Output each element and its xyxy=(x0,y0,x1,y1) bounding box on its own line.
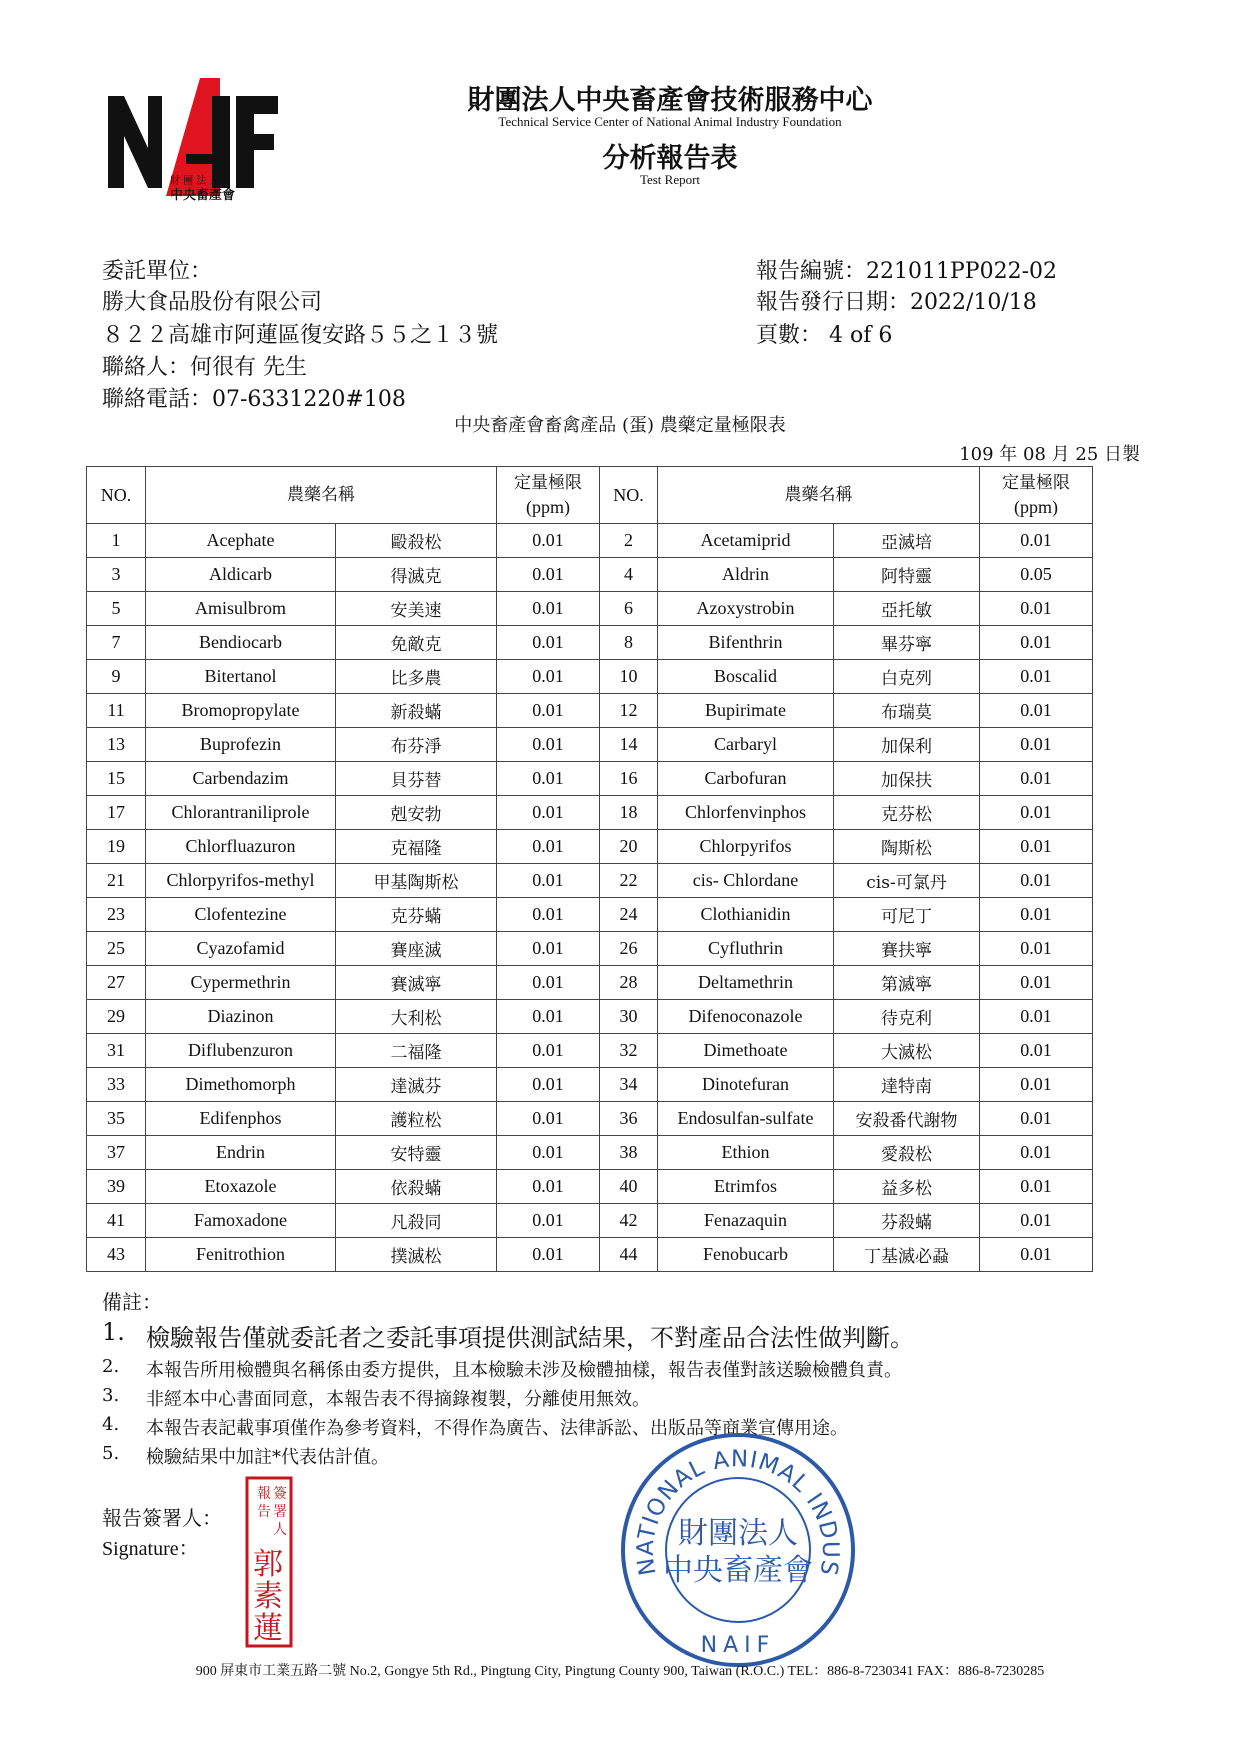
cell-name-en: Dinotefuran xyxy=(658,1068,834,1102)
cell-limit: 0.01 xyxy=(497,1136,600,1170)
table-header-row xyxy=(87,467,1093,524)
cell-no: 25 xyxy=(87,932,146,966)
cell-limit: 0.01 xyxy=(980,966,1093,1000)
cell-limit: 0.01 xyxy=(497,1034,600,1068)
cell-limit: 0.01 xyxy=(497,762,600,796)
client-phone: 聯絡電話：07-6331220#108 xyxy=(102,387,406,412)
cell-name-en: Endosulfan-sulfate xyxy=(658,1102,834,1136)
cell-name-en: Chlorpyrifos-methyl xyxy=(146,864,336,898)
svg-text:人: 人 xyxy=(273,1522,287,1538)
logo-subtitle: 中央畜產會 xyxy=(170,188,236,203)
header-limit-right xyxy=(980,467,1093,524)
note-4-num: 4. xyxy=(102,1414,120,1435)
table-row xyxy=(87,1068,1093,1102)
cell-name-en: Bendiocarb xyxy=(146,626,336,660)
cell-no: 6 xyxy=(600,592,658,626)
cell-name-zh: 愛殺松 xyxy=(834,1136,980,1170)
table-row xyxy=(87,626,1093,660)
svg-text:財團法人: 財團法人 xyxy=(678,1516,798,1551)
cell-no: 37 xyxy=(87,1136,146,1170)
cell-name-en: Aldrin xyxy=(658,558,834,592)
cell-name-en: Cypermethrin xyxy=(146,966,336,1000)
cell-name-zh: 大利松 xyxy=(336,1000,497,1034)
cell-name-en: Endrin xyxy=(146,1136,336,1170)
cell-limit: 0.01 xyxy=(497,1068,600,1102)
cell-limit: 0.01 xyxy=(980,762,1093,796)
cell-name-en: Ethion xyxy=(658,1136,834,1170)
cell-limit: 0.01 xyxy=(497,830,600,864)
header-no-left: NO. xyxy=(87,467,146,524)
foundation-seal xyxy=(618,1430,858,1670)
table-row xyxy=(87,558,1093,592)
signature-stamp xyxy=(245,1476,293,1648)
cell-limit: 0.01 xyxy=(980,728,1093,762)
cell-no: 44 xyxy=(600,1238,658,1272)
cell-name-zh: 得滅克 xyxy=(336,558,497,592)
signature-label-en: Signature： xyxy=(102,1538,199,1560)
cell-name-en: Clothianidin xyxy=(658,898,834,932)
org-title-en: Technical Service Center of National Animal Industry Foundation xyxy=(498,114,842,129)
header-name-right: 農藥名稱 xyxy=(658,467,980,524)
cell-no: 4 xyxy=(600,558,658,592)
header-limit-label: 定量極限 xyxy=(514,473,582,493)
table-row xyxy=(87,1170,1093,1204)
footer-address: 900 屏東市工業五路二號 No.2, Gongye 5th Rd., Pingtung City, Pingtung County 900, Taiwan (R.O.C.) TEL：886-8-7230341 FAX：886-8-7230285 xyxy=(195,1664,1045,1679)
cell-name-zh: 賽滅寧 xyxy=(336,966,497,1000)
note-1-num: 1. xyxy=(102,1318,125,1346)
header-limit-unit: (ppm) xyxy=(1014,497,1058,517)
svg-text:NAIF: NAIF xyxy=(700,1633,776,1658)
cell-limit: 0.01 xyxy=(980,1068,1093,1102)
table-row xyxy=(87,660,1093,694)
cell-name-en: Fenazaquin xyxy=(658,1204,834,1238)
cell-no: 17 xyxy=(87,796,146,830)
table-row xyxy=(87,966,1093,1000)
cell-name-en: Deltamethrin xyxy=(658,966,834,1000)
svg-text:郭: 郭 xyxy=(253,1547,283,1582)
cell-name-en: Edifenphos xyxy=(146,1102,336,1136)
org-title-zh: 財團法人中央畜產會技術服務中心 xyxy=(467,85,873,116)
cell-no: 27 xyxy=(87,966,146,1000)
cell-limit: 0.01 xyxy=(980,660,1093,694)
table-row xyxy=(87,898,1093,932)
svg-text:素: 素 xyxy=(253,1579,283,1614)
cell-no: 8 xyxy=(600,626,658,660)
cell-limit: 0.01 xyxy=(980,1204,1093,1238)
cell-limit: 0.01 xyxy=(980,1102,1093,1136)
cell-no: 33 xyxy=(87,1068,146,1102)
cell-no: 35 xyxy=(87,1102,146,1136)
note-1-text: 檢驗報告僅就委託者之委託事項提供測試結果，不對產品合法性做判斷。 xyxy=(146,1324,914,1352)
cell-name-en: Aldicarb xyxy=(146,558,336,592)
cell-no: 7 xyxy=(87,626,146,660)
cell-limit: 0.01 xyxy=(980,694,1093,728)
cell-name-zh: 凡殺同 xyxy=(336,1204,497,1238)
cell-name-zh: 加保扶 xyxy=(834,762,980,796)
cell-no: 22 xyxy=(600,864,658,898)
header-limit-unit: (ppm) xyxy=(526,497,570,517)
cell-limit: 0.01 xyxy=(497,898,600,932)
svg-text:署: 署 xyxy=(273,1504,287,1520)
table-row xyxy=(87,1102,1093,1136)
cell-limit: 0.01 xyxy=(980,1000,1093,1034)
table-row xyxy=(87,864,1093,898)
cell-name-zh: 甲基陶斯松 xyxy=(336,864,497,898)
cell-limit: 0.01 xyxy=(980,796,1093,830)
report-number: 報告編號：221011PP022-02 xyxy=(756,259,1058,284)
cell-limit: 0.01 xyxy=(497,1170,600,1204)
cell-name-zh: 毆殺松 xyxy=(336,524,497,558)
cell-name-zh: 撲滅松 xyxy=(336,1238,497,1272)
cell-limit: 0.01 xyxy=(497,592,600,626)
cell-no: 15 xyxy=(87,762,146,796)
cell-name-zh: 免敵克 xyxy=(336,626,497,660)
cell-name-zh: 亞滅培 xyxy=(834,524,980,558)
client-name: 勝大食品股份有限公司 xyxy=(102,290,323,315)
cell-name-en: Chlorfluazuron xyxy=(146,830,336,864)
cell-name-en: Bifenthrin xyxy=(658,626,834,660)
cell-name-en: Diazinon xyxy=(146,1000,336,1034)
cell-no: 36 xyxy=(600,1102,658,1136)
cell-name-en: Bupirimate xyxy=(658,694,834,728)
cell-limit: 0.01 xyxy=(980,592,1093,626)
cell-no: 42 xyxy=(600,1204,658,1238)
cell-no: 11 xyxy=(87,694,146,728)
cell-name-en: Amisulbrom xyxy=(146,592,336,626)
pesticide-limit-table xyxy=(86,466,1093,1272)
note-4-text: 本報告表記載事項僅作為參考資料，不得作為廣告、法律訴訟、出版品等商業宣傳用途。 xyxy=(146,1418,848,1439)
cell-no: 29 xyxy=(87,1000,146,1034)
cell-limit: 0.01 xyxy=(497,1102,600,1136)
cell-limit: 0.05 xyxy=(980,558,1093,592)
note-2-text: 本報告所用檢體與名稱係由委方提供，且本檢驗未涉及檢體抽樣，報告表僅對該送驗檢體負責。 xyxy=(146,1360,902,1381)
cell-no: 40 xyxy=(600,1170,658,1204)
table-made-date: 109 年 08 月 25 日製 xyxy=(959,444,1140,465)
cell-name-zh: 新殺蟎 xyxy=(336,694,497,728)
cell-no: 2 xyxy=(600,524,658,558)
cell-name-en: Buprofezin xyxy=(146,728,336,762)
header-limit-left xyxy=(497,467,600,524)
header-limit-label: 定量極限 xyxy=(1002,473,1070,493)
svg-text:NATIONAL ANIMAL INDUSTRY FOUND: NATIONAL ANIMAL INDUS xyxy=(632,1446,844,1579)
cell-name-en: Dimethoate xyxy=(658,1034,834,1068)
cell-no: 28 xyxy=(600,966,658,1000)
table-row xyxy=(87,1238,1093,1272)
table-row xyxy=(87,796,1093,830)
report-title-zh: 分析報告表 xyxy=(602,143,738,174)
cell-name-zh: 第滅寧 xyxy=(834,966,980,1000)
cell-name-zh: 亞托敏 xyxy=(834,592,980,626)
cell-limit: 0.01 xyxy=(497,1238,600,1272)
cell-no: 38 xyxy=(600,1136,658,1170)
note-5-text: 檢驗結果中加註*代表估計值。 xyxy=(146,1447,389,1468)
cell-limit: 0.01 xyxy=(497,966,600,1000)
table-body xyxy=(87,524,1093,1272)
cell-name-zh: 依殺蟎 xyxy=(336,1170,497,1204)
table-row xyxy=(87,1000,1093,1034)
cell-no: 3 xyxy=(87,558,146,592)
cell-name-en: Etoxazole xyxy=(146,1170,336,1204)
cell-no: 21 xyxy=(87,864,146,898)
cell-no: 13 xyxy=(87,728,146,762)
cell-name-en: Acetamiprid xyxy=(658,524,834,558)
table-row xyxy=(87,1034,1093,1068)
note-3-text: 非經本中心書面同意，本報告表不得摘錄複製，分離使用無效。 xyxy=(146,1389,650,1410)
cell-no: 32 xyxy=(600,1034,658,1068)
cell-name-zh: 賽座滅 xyxy=(336,932,497,966)
cell-limit: 0.01 xyxy=(980,932,1093,966)
cell-name-en: Cyazofamid xyxy=(146,932,336,966)
cell-name-en: Difenoconazole xyxy=(658,1000,834,1034)
cell-no: 1 xyxy=(87,524,146,558)
svg-text:中央畜產會: 中央畜產會 xyxy=(663,1553,813,1588)
cell-name-zh: 待克利 xyxy=(834,1000,980,1034)
svg-text:告: 告 xyxy=(257,1504,271,1520)
cell-name-zh: 白克列 xyxy=(834,660,980,694)
cell-name-en: Fenobucarb xyxy=(658,1238,834,1272)
cell-name-zh: 剋安勃 xyxy=(336,796,497,830)
report-issue-date: 報告發行日期：2022/10/18 xyxy=(756,290,1037,315)
cell-no: 24 xyxy=(600,898,658,932)
table-row xyxy=(87,932,1093,966)
cell-name-zh: 布瑞莫 xyxy=(834,694,980,728)
cell-limit: 0.01 xyxy=(980,1170,1093,1204)
note-2-num: 2. xyxy=(102,1356,120,1377)
cell-name-zh: 克芬蟎 xyxy=(336,898,497,932)
logo-subtitle-small: 財 團 法 人 xyxy=(170,176,220,187)
cell-no: 18 xyxy=(600,796,658,830)
cell-no: 10 xyxy=(600,660,658,694)
note-3-num: 3. xyxy=(102,1385,120,1406)
table-row xyxy=(87,524,1093,558)
cell-name-en: Azoxystrobin xyxy=(658,592,834,626)
table-row xyxy=(87,728,1093,762)
svg-text:報: 報 xyxy=(257,1486,271,1502)
cell-no: 26 xyxy=(600,932,658,966)
cell-name-en: Carbaryl xyxy=(658,728,834,762)
table-row xyxy=(87,830,1093,864)
cell-name-en: Chlorfenvinphos xyxy=(658,796,834,830)
cell-name-zh: 安特靈 xyxy=(336,1136,497,1170)
cell-limit: 0.01 xyxy=(497,694,600,728)
cell-no: 39 xyxy=(87,1170,146,1204)
report-title-en: Test Report xyxy=(639,172,701,187)
cell-name-zh: 護粒松 xyxy=(336,1102,497,1136)
cell-name-en: Bromopropylate xyxy=(146,694,336,728)
cell-limit: 0.01 xyxy=(497,932,600,966)
note-5-num: 5. xyxy=(102,1443,120,1464)
cell-limit: 0.01 xyxy=(497,626,600,660)
cell-name-zh: cis-可氯丹 xyxy=(834,864,980,898)
client-address: ８２２高雄市阿蓮區復安路５５之１３號 xyxy=(102,323,499,348)
cell-name-zh: 比多農 xyxy=(336,660,497,694)
cell-name-zh: 克福隆 xyxy=(336,830,497,864)
cell-name-zh: 芬殺蟎 xyxy=(834,1204,980,1238)
cell-limit: 0.01 xyxy=(980,1034,1093,1068)
cell-no: 23 xyxy=(87,898,146,932)
cell-limit: 0.01 xyxy=(980,830,1093,864)
cell-limit: 0.01 xyxy=(497,524,600,558)
svg-text:蓮: 蓮 xyxy=(253,1611,283,1646)
cell-limit: 0.01 xyxy=(497,660,600,694)
cell-name-zh: 二福隆 xyxy=(336,1034,497,1068)
cell-no: 16 xyxy=(600,762,658,796)
cell-limit: 0.01 xyxy=(497,558,600,592)
cell-name-zh: 安殺番代謝物 xyxy=(834,1102,980,1136)
table-caption: 中央畜產會畜禽產品 (蛋) 農藥定量極限表 xyxy=(454,415,786,436)
cell-name-zh: 畢芬寧 xyxy=(834,626,980,660)
cell-name-zh: 達滅芬 xyxy=(336,1068,497,1102)
cell-name-zh: 大滅松 xyxy=(834,1034,980,1068)
client-label: 委託單位： xyxy=(102,259,213,284)
cell-no: 20 xyxy=(600,830,658,864)
cell-limit: 0.01 xyxy=(980,524,1093,558)
cell-name-zh: 加保利 xyxy=(834,728,980,762)
cell-name-en: Carbendazim xyxy=(146,762,336,796)
cell-name-zh: 可尼丁 xyxy=(834,898,980,932)
cell-no: 31 xyxy=(87,1034,146,1068)
cell-limit: 0.01 xyxy=(497,864,600,898)
cell-name-zh: 賽扶寧 xyxy=(834,932,980,966)
cell-name-zh: 安美速 xyxy=(336,592,497,626)
cell-no: 43 xyxy=(87,1238,146,1272)
cell-name-en: Boscalid xyxy=(658,660,834,694)
report-pages: 頁數： 4 of 6 xyxy=(756,323,893,348)
cell-limit: 0.01 xyxy=(497,1000,600,1034)
cell-name-en: Bitertanol xyxy=(146,660,336,694)
table-row xyxy=(87,694,1093,728)
cell-limit: 0.01 xyxy=(980,626,1093,660)
cell-name-en: Clofentezine xyxy=(146,898,336,932)
cell-name-zh: 阿特靈 xyxy=(834,558,980,592)
naif-logo xyxy=(108,78,308,223)
cell-name-en: Acephate xyxy=(146,524,336,558)
table-row xyxy=(87,762,1093,796)
cell-no: 12 xyxy=(600,694,658,728)
cell-limit: 0.01 xyxy=(497,796,600,830)
table-row xyxy=(87,592,1093,626)
cell-limit: 0.01 xyxy=(980,864,1093,898)
signature-label-zh: 報告簽署人： xyxy=(102,1506,222,1530)
notes-label: 備註： xyxy=(102,1290,162,1314)
cell-no: 19 xyxy=(87,830,146,864)
cell-name-zh: 陶斯松 xyxy=(834,830,980,864)
cell-no: 41 xyxy=(87,1204,146,1238)
cell-name-en: Cyfluthrin xyxy=(658,932,834,966)
cell-name-en: Famoxadone xyxy=(146,1204,336,1238)
cell-name-en: cis- Chlordane xyxy=(658,864,834,898)
cell-no: 5 xyxy=(87,592,146,626)
cell-name-en: Etrimfos xyxy=(658,1170,834,1204)
cell-name-zh: 達特南 xyxy=(834,1068,980,1102)
table-row xyxy=(87,1136,1093,1170)
cell-name-zh: 益多松 xyxy=(834,1170,980,1204)
cell-no: 34 xyxy=(600,1068,658,1102)
table-row xyxy=(87,1204,1093,1238)
header-name-left: 農藥名稱 xyxy=(146,467,497,524)
client-contact: 聯絡人：何很有 先生 xyxy=(102,355,307,380)
cell-limit: 0.01 xyxy=(980,898,1093,932)
cell-limit: 0.01 xyxy=(980,1238,1093,1272)
cell-name-en: Chlorantraniliprole xyxy=(146,796,336,830)
cell-name-zh: 貝芬替 xyxy=(336,762,497,796)
cell-name-en: Carbofuran xyxy=(658,762,834,796)
cell-name-en: Diflubenzuron xyxy=(146,1034,336,1068)
cell-limit: 0.01 xyxy=(980,1136,1093,1170)
cell-no: 14 xyxy=(600,728,658,762)
cell-name-en: Chlorpyrifos xyxy=(658,830,834,864)
cell-name-en: Fenitrothion xyxy=(146,1238,336,1272)
cell-name-zh: 丁基滅必蝨 xyxy=(834,1238,980,1272)
header-no-right: NO. xyxy=(600,467,658,524)
svg-text:簽: 簽 xyxy=(273,1486,287,1502)
cell-no: 9 xyxy=(87,660,146,694)
cell-name-zh: 布芬淨 xyxy=(336,728,497,762)
cell-name-zh: 克芬松 xyxy=(834,796,980,830)
cell-limit: 0.01 xyxy=(497,1204,600,1238)
cell-no: 30 xyxy=(600,1000,658,1034)
cell-name-en: Dimethomorph xyxy=(146,1068,336,1102)
cell-limit: 0.01 xyxy=(497,728,600,762)
